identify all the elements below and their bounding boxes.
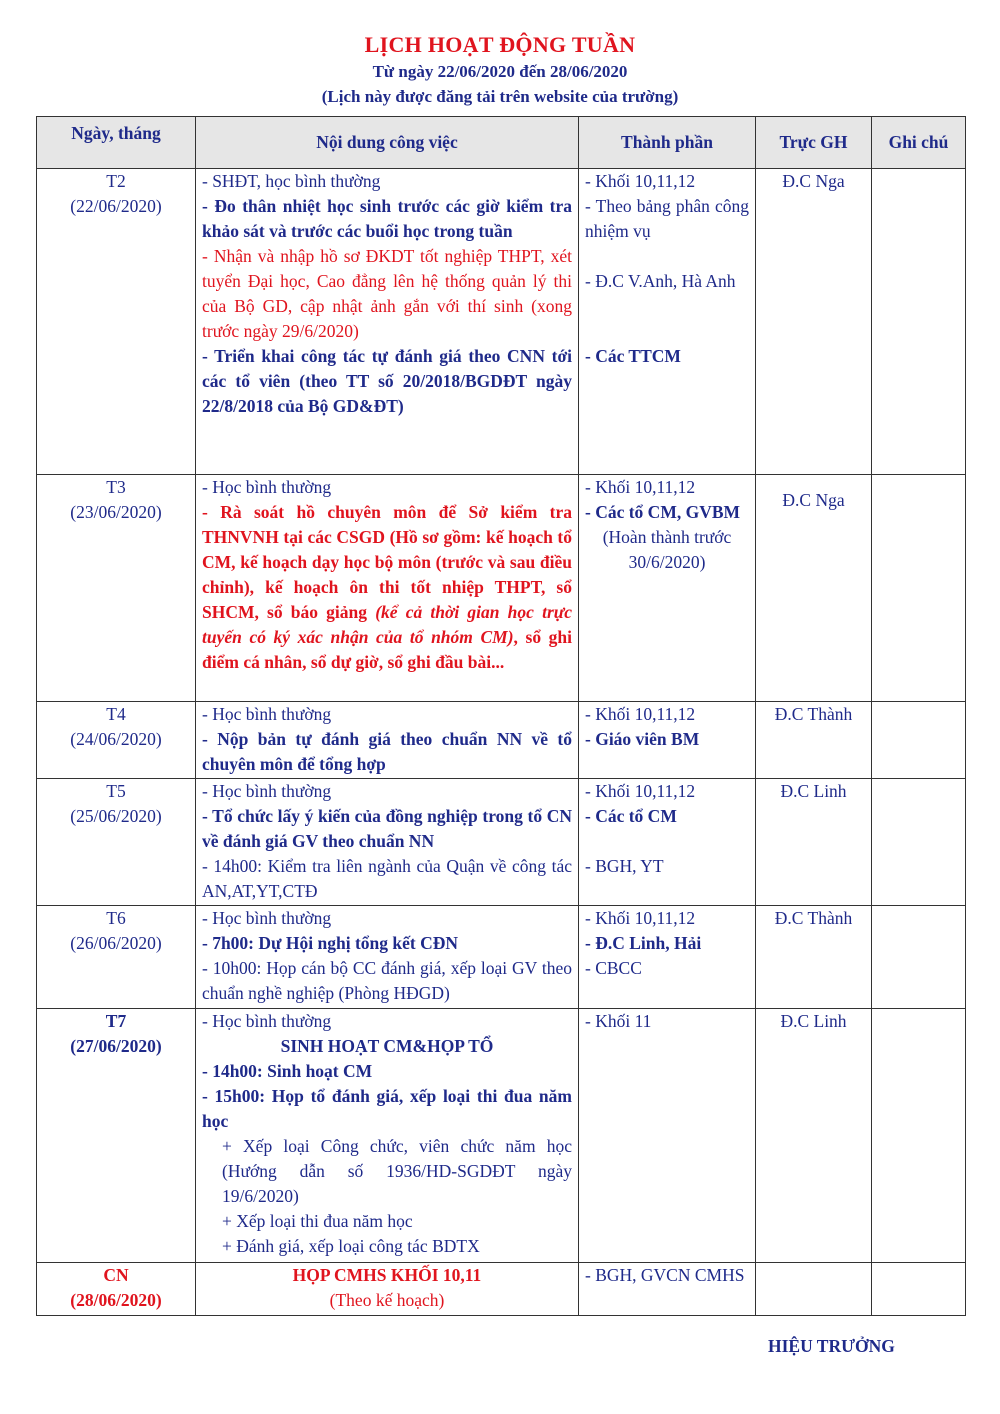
participant-item: - Khối 10,11,12 [585, 704, 696, 724]
day-label: T6 [106, 908, 126, 928]
task-item: - Triển khai công tác tự đánh giá theo CNN tới các tổ viên (theo TT số 20/2018/BGDĐT ngày 22/8/2018 của Bộ GD&ĐT) [202, 346, 572, 416]
page-title: LỊCH HOẠT ĐỘNG TUẦN [364, 32, 636, 57]
day-label: T7 [105, 1011, 127, 1031]
duty-cell [756, 1263, 872, 1316]
participant-item: - Giáo viên BM [585, 729, 700, 749]
participants-cell [579, 906, 756, 1009]
day-label: T4 [106, 704, 126, 724]
date-cell [37, 906, 196, 1009]
task-subitem: + Đánh giá, xếp loại công tác BDTX [222, 1236, 480, 1256]
task-subitem: + Xếp loại thi đua năm học [222, 1211, 413, 1231]
task-item: - 15h00: Họp tổ đánh giá, xếp loại thi đua năm học [202, 1086, 572, 1131]
task-item: - Học bình thường [202, 908, 332, 928]
date-range: Từ ngày 22/06/2020 đến 28/06/2020 [372, 62, 628, 81]
duty-cell: Đ.C Nga [756, 475, 872, 702]
duty-cell: Đ.C Linh [756, 779, 872, 906]
content-cell [196, 906, 579, 1009]
date-cell [37, 702, 196, 779]
date-label: (27/06/2020) [70, 1036, 162, 1056]
participant-item: - Khối 10,11,12 [585, 171, 696, 191]
participant-item: - Khối 10,11,12 [585, 477, 696, 497]
duty-cell: Đ.C Nga [756, 169, 872, 475]
participants-cell [579, 702, 756, 779]
participant-item: - Khối 11 [585, 1011, 652, 1031]
date-label: (28/06/2020) [70, 1290, 162, 1310]
date-label: (24/06/2020) [70, 729, 162, 749]
note-cell [872, 1009, 966, 1263]
task-item: - Học bình thường [202, 704, 332, 724]
content-cell [196, 1009, 579, 1263]
signature-title: HIỆU TRƯỞNG [768, 1336, 895, 1356]
participant-item: - Khối 10,11,12 [585, 781, 696, 801]
date-label: (25/06/2020) [70, 806, 162, 826]
task-item: - 10h00: Họp cán bộ CC đánh giá, xếp loại GV theo chuẩn nghề nghiệp (Phòng HĐGD) [202, 958, 572, 1003]
content-cell [196, 475, 579, 702]
date-cell [37, 475, 196, 702]
task-item: - Học bình thường [202, 1011, 332, 1031]
table-row [37, 702, 966, 779]
task-item: - Nhận và nhập hồ sơ ĐKDT tốt nghiệp THPT, xét tuyển Đại học, Cao đẳng lên hệ thống quản lý thi của Bộ GD, cập nhật ảnh gắn với thí sinh (xong trước ngày 29/6/2020) [202, 246, 572, 341]
duty-cell: Đ.C Thành [756, 702, 872, 779]
participant-item: - Theo bảng phân công nhiệm vụ [585, 196, 749, 241]
participants-cell [579, 1009, 756, 1263]
participant-item: (Hoàn thành trước 30/6/2020) [602, 527, 732, 572]
task-item: - 14h00: Sinh hoạt CM [202, 1061, 373, 1081]
section-heading: SINH HOẠT CM&HỌP TỔ [280, 1036, 494, 1056]
day-label: T5 [106, 781, 126, 801]
col-header-content: Nội dung công việc [196, 117, 579, 169]
note-cell [872, 779, 966, 906]
col-header-participants: Thành phần [579, 117, 756, 169]
content-cell [196, 702, 579, 779]
note-cell [872, 702, 966, 779]
spacer [585, 829, 749, 854]
content-cell [196, 1263, 579, 1316]
spacer [585, 294, 749, 319]
schedule-table [36, 116, 966, 1316]
task-item: - Nộp bản tự đánh giá theo chuẩn NN về tổ chuyên môn để tổng hợp [202, 729, 572, 774]
note-cell [872, 906, 966, 1009]
spacer [585, 244, 749, 269]
participant-item: - Đ.C V.Anh, Hà Anh [585, 271, 736, 291]
spacer [585, 319, 749, 344]
task-item: - Rà soát hồ chuyên môn để Sở kiểm tra THNVNH tại các CSGD (Hồ sơ gồm: kế hoạch tổ CM, kế hoạch dạy học bộ môn (trước và sau điều chỉnh), kế hoạch ôn thi tốt nhiệp THPT, sổ SHCM, sổ báo giảng [202, 502, 572, 622]
table-row [37, 906, 966, 1009]
task-item: - Đo thân nhiệt học sinh trước các giờ kiểm tra khảo sát và trước các buổi học trong tuần [202, 196, 572, 241]
content-cell [196, 169, 579, 475]
participant-item: - Đ.C Linh, Hải [585, 933, 702, 953]
date-cell [37, 169, 196, 475]
table-row [37, 169, 966, 475]
table-row [37, 475, 966, 702]
participants-cell [579, 1263, 756, 1316]
day-label: T3 [106, 477, 126, 497]
col-header-duty: Trực GH [756, 117, 872, 169]
task-item: HỌP CMHS KHỐI 10,11 [292, 1265, 482, 1285]
participant-item: - BGH, GVCN CMHS [585, 1265, 745, 1285]
participants-cell [579, 169, 756, 475]
content-cell [196, 779, 579, 906]
date-cell [37, 1009, 196, 1263]
task-item: (kể cả thời gian học trực tuyến có ký xác nhận của tổ nhóm CM) [202, 602, 572, 647]
date-label: (23/06/2020) [70, 502, 162, 522]
task-item: - Học bình thường [202, 477, 332, 497]
col-header-date: Ngày, tháng [37, 117, 196, 169]
date-cell [37, 1263, 196, 1316]
task-item: (Theo kế hoạch) [329, 1290, 445, 1310]
col-header-note: Ghi chú [872, 117, 966, 169]
website-note: (Lịch này được đăng tải trên website của trường) [321, 87, 679, 106]
participant-item: - Các tổ CM, GVBM [585, 502, 741, 522]
day-label: T2 [106, 171, 126, 191]
task-item: - Tổ chức lấy ý kiến của đồng nghiệp trong tổ CN về đánh giá GV theo chuẩn NN [202, 806, 572, 851]
table-row [37, 1009, 966, 1263]
participant-item: - Các TTCM [585, 346, 681, 366]
table-row [37, 1263, 966, 1316]
note-cell [872, 1263, 966, 1316]
table-header-row [37, 117, 966, 169]
date-cell [37, 779, 196, 906]
participant-item: - Các tổ CM [585, 806, 677, 826]
participant-item: - Khối 10,11,12 [585, 908, 696, 928]
duty-cell: Đ.C Linh [756, 1009, 872, 1263]
task-item: - 7h00: Dự Hội nghị tổng kết CĐN [202, 933, 459, 953]
participants-cell [579, 475, 756, 702]
task-item: , sổ ghi điểm cá nhân, sổ dự giờ, sổ ghi đầu bài... [202, 627, 572, 672]
task-item: - SHĐT, học bình thường [202, 171, 381, 191]
participant-item: - BGH, YT [585, 856, 664, 876]
task-subitem: + Xếp loại Công chức, viên chức năm học (Hướng dẫn số 1936/HD-SGDĐT ngày 19/6/2020) [222, 1136, 572, 1206]
day-label: CN [103, 1265, 129, 1285]
note-cell [872, 475, 966, 702]
task-item: - Học bình thường [202, 781, 332, 801]
date-label: (22/06/2020) [70, 196, 162, 216]
note-cell [872, 169, 966, 475]
date-label: (26/06/2020) [70, 933, 162, 953]
table-row [37, 779, 966, 906]
participants-cell [579, 779, 756, 906]
participant-item: - CBCC [585, 958, 642, 978]
duty-cell: Đ.C Thành [756, 906, 872, 1009]
task-item: - 14h00: Kiểm tra liên ngành của Quận về công tác AN,AT,YT,CTĐ [202, 856, 572, 901]
